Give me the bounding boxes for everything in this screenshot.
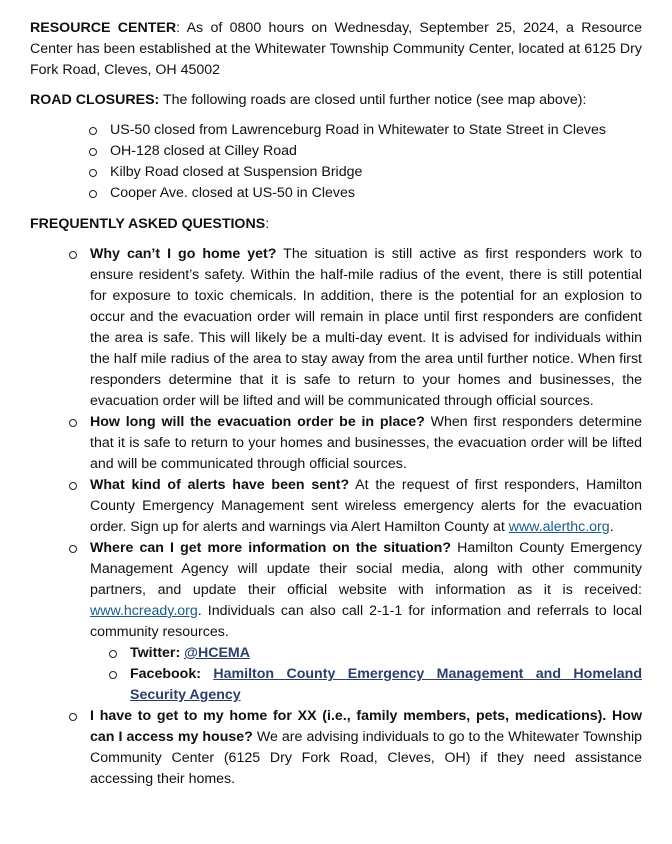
list-item: [108, 643, 642, 664]
twitter-link[interactable]: @HCEMA: [184, 645, 250, 661]
faq-question: How long will the evacuation order be in place?: [90, 414, 425, 430]
facebook-link[interactable]: Hamilton County Emergency Management and Homeland Security Agency: [130, 666, 642, 703]
social-media-list: [90, 643, 642, 706]
list-item: [108, 664, 642, 706]
circle-bullet-icon: [89, 148, 97, 156]
circle-bullet-icon: [89, 169, 97, 177]
faq-question: Where can I get more information on the situation?: [90, 540, 451, 556]
faq-item: Where can I get more information on the situation? Hamilton County Emergency Management Agency will update their social media, along with other community partners, and update their official website with information as it is received: www.hcready.org. Individuals can also call 2-1-1 for information and referrals to local community resources. Twitter: @HCEMA Facebook: Hamilton County Emergency Management and Homeland Security Agency: [68, 538, 642, 706]
faq-question: What kind of alerts have been sent?: [90, 477, 350, 493]
twitter-label: Twitter:: [130, 645, 185, 661]
circle-bullet-icon: [69, 545, 77, 553]
road-closures-text: The following roads are closed until further notice (see map above):: [159, 92, 587, 108]
list-item: Cooper Ave. closed at US-50 in Cleves: [88, 183, 642, 204]
road-closures-list: [30, 120, 642, 204]
circle-bullet-icon: [89, 190, 97, 198]
circle-bullet-icon: [109, 650, 117, 658]
circle-bullet-icon: [69, 482, 77, 490]
faq-item: [68, 244, 642, 412]
faq-answer: When first responders determine that it is safe to return to your homes and businesses, the evacuation order will be lifted and will be communicated through official sources.: [90, 414, 642, 472]
road-closures-paragraph: [30, 90, 642, 111]
list-item: Kilby Road closed at Suspension Bridge: [88, 162, 642, 183]
faq-question: Why can’t I go home yet?: [90, 246, 277, 262]
list-item: OH-128 closed at Cilley Road: [88, 141, 642, 162]
hcready-link[interactable]: www.hcready.org: [90, 603, 198, 619]
faq-answer: Hamilton County Emergency Management Agency will update their social media, along with other community partners, and update their official website with information as it is received:: [90, 540, 642, 598]
circle-bullet-icon: [69, 419, 77, 427]
faq-answer: We are advising individuals to go to the Whitewater Township Community Center (6125 Dry Fork Road, Cleves, OH) if they need assistance accessing their homes.: [90, 729, 643, 787]
alerthc-link[interactable]: www.alerthc.org: [508, 519, 610, 535]
faq-item: [68, 706, 642, 790]
resource-center-paragraph: [30, 18, 642, 81]
resource-center-text: : As of 0800 hours on Wednesday, September 25, 2024, a Resource Center has been established at the Whitewater Township Community Center, located at 6125 Dry Fork Road, Cleves, OH 45002: [30, 20, 642, 78]
resource-center-heading: RESOURCE CENTER: [30, 20, 177, 36]
faq-item: [68, 412, 642, 475]
faq-answer: At the request of first responders, Hamilton County Emergency Management sent wireless emergency alerts for the evacuation order. Sign up for alerts and warnings via Alert Hamilton County at: [90, 477, 642, 535]
list-item: US-50 closed from Lawrenceburg Road in Whitewater to State Street in Cleves: [88, 120, 642, 141]
faq-list: [30, 244, 642, 790]
circle-bullet-icon: [69, 713, 77, 721]
road-closures-heading: ROAD CLOSURES:: [30, 92, 160, 108]
faq-item: What kind of alerts have been sent? At the request of first responders, Hamilton County Emergency Management sent wireless emergency alerts for the evacuation order. Sign up for alerts and warnings via Alert Hamilton County at www.alerthc.org.: [68, 475, 642, 538]
circle-bullet-icon: [89, 127, 97, 135]
faq-heading: FREQUENTLY ASKED QUESTIONS: [30, 216, 266, 232]
faq-heading-line: FREQUENTLY ASKED QUESTIONS:: [30, 216, 270, 232]
circle-bullet-icon: [109, 671, 117, 679]
facebook-label: Facebook:: [130, 666, 214, 682]
faq-answer: The situation is still active as first responders work to ensure resident’s safety. Within the half-mile radius of the event, there is still potential for exposure to toxic chemicals. In addition, there is the potential for an explosion to occur and the evacuation order will remain in place until first responders are confident the area is safe. This will likely be a multi-day event. It is advised for individuals within the half mile radius of the area to stay away from the area until further notice. When first responders determine that it is safe to return to your homes and businesses, the evacuation order will be lifted and will be communicated through official sources.: [90, 246, 642, 409]
faq-question: I have to get to my home for XX (i.e., family members, pets, medications). How can I access my house?: [90, 708, 642, 745]
circle-bullet-icon: [69, 251, 77, 259]
